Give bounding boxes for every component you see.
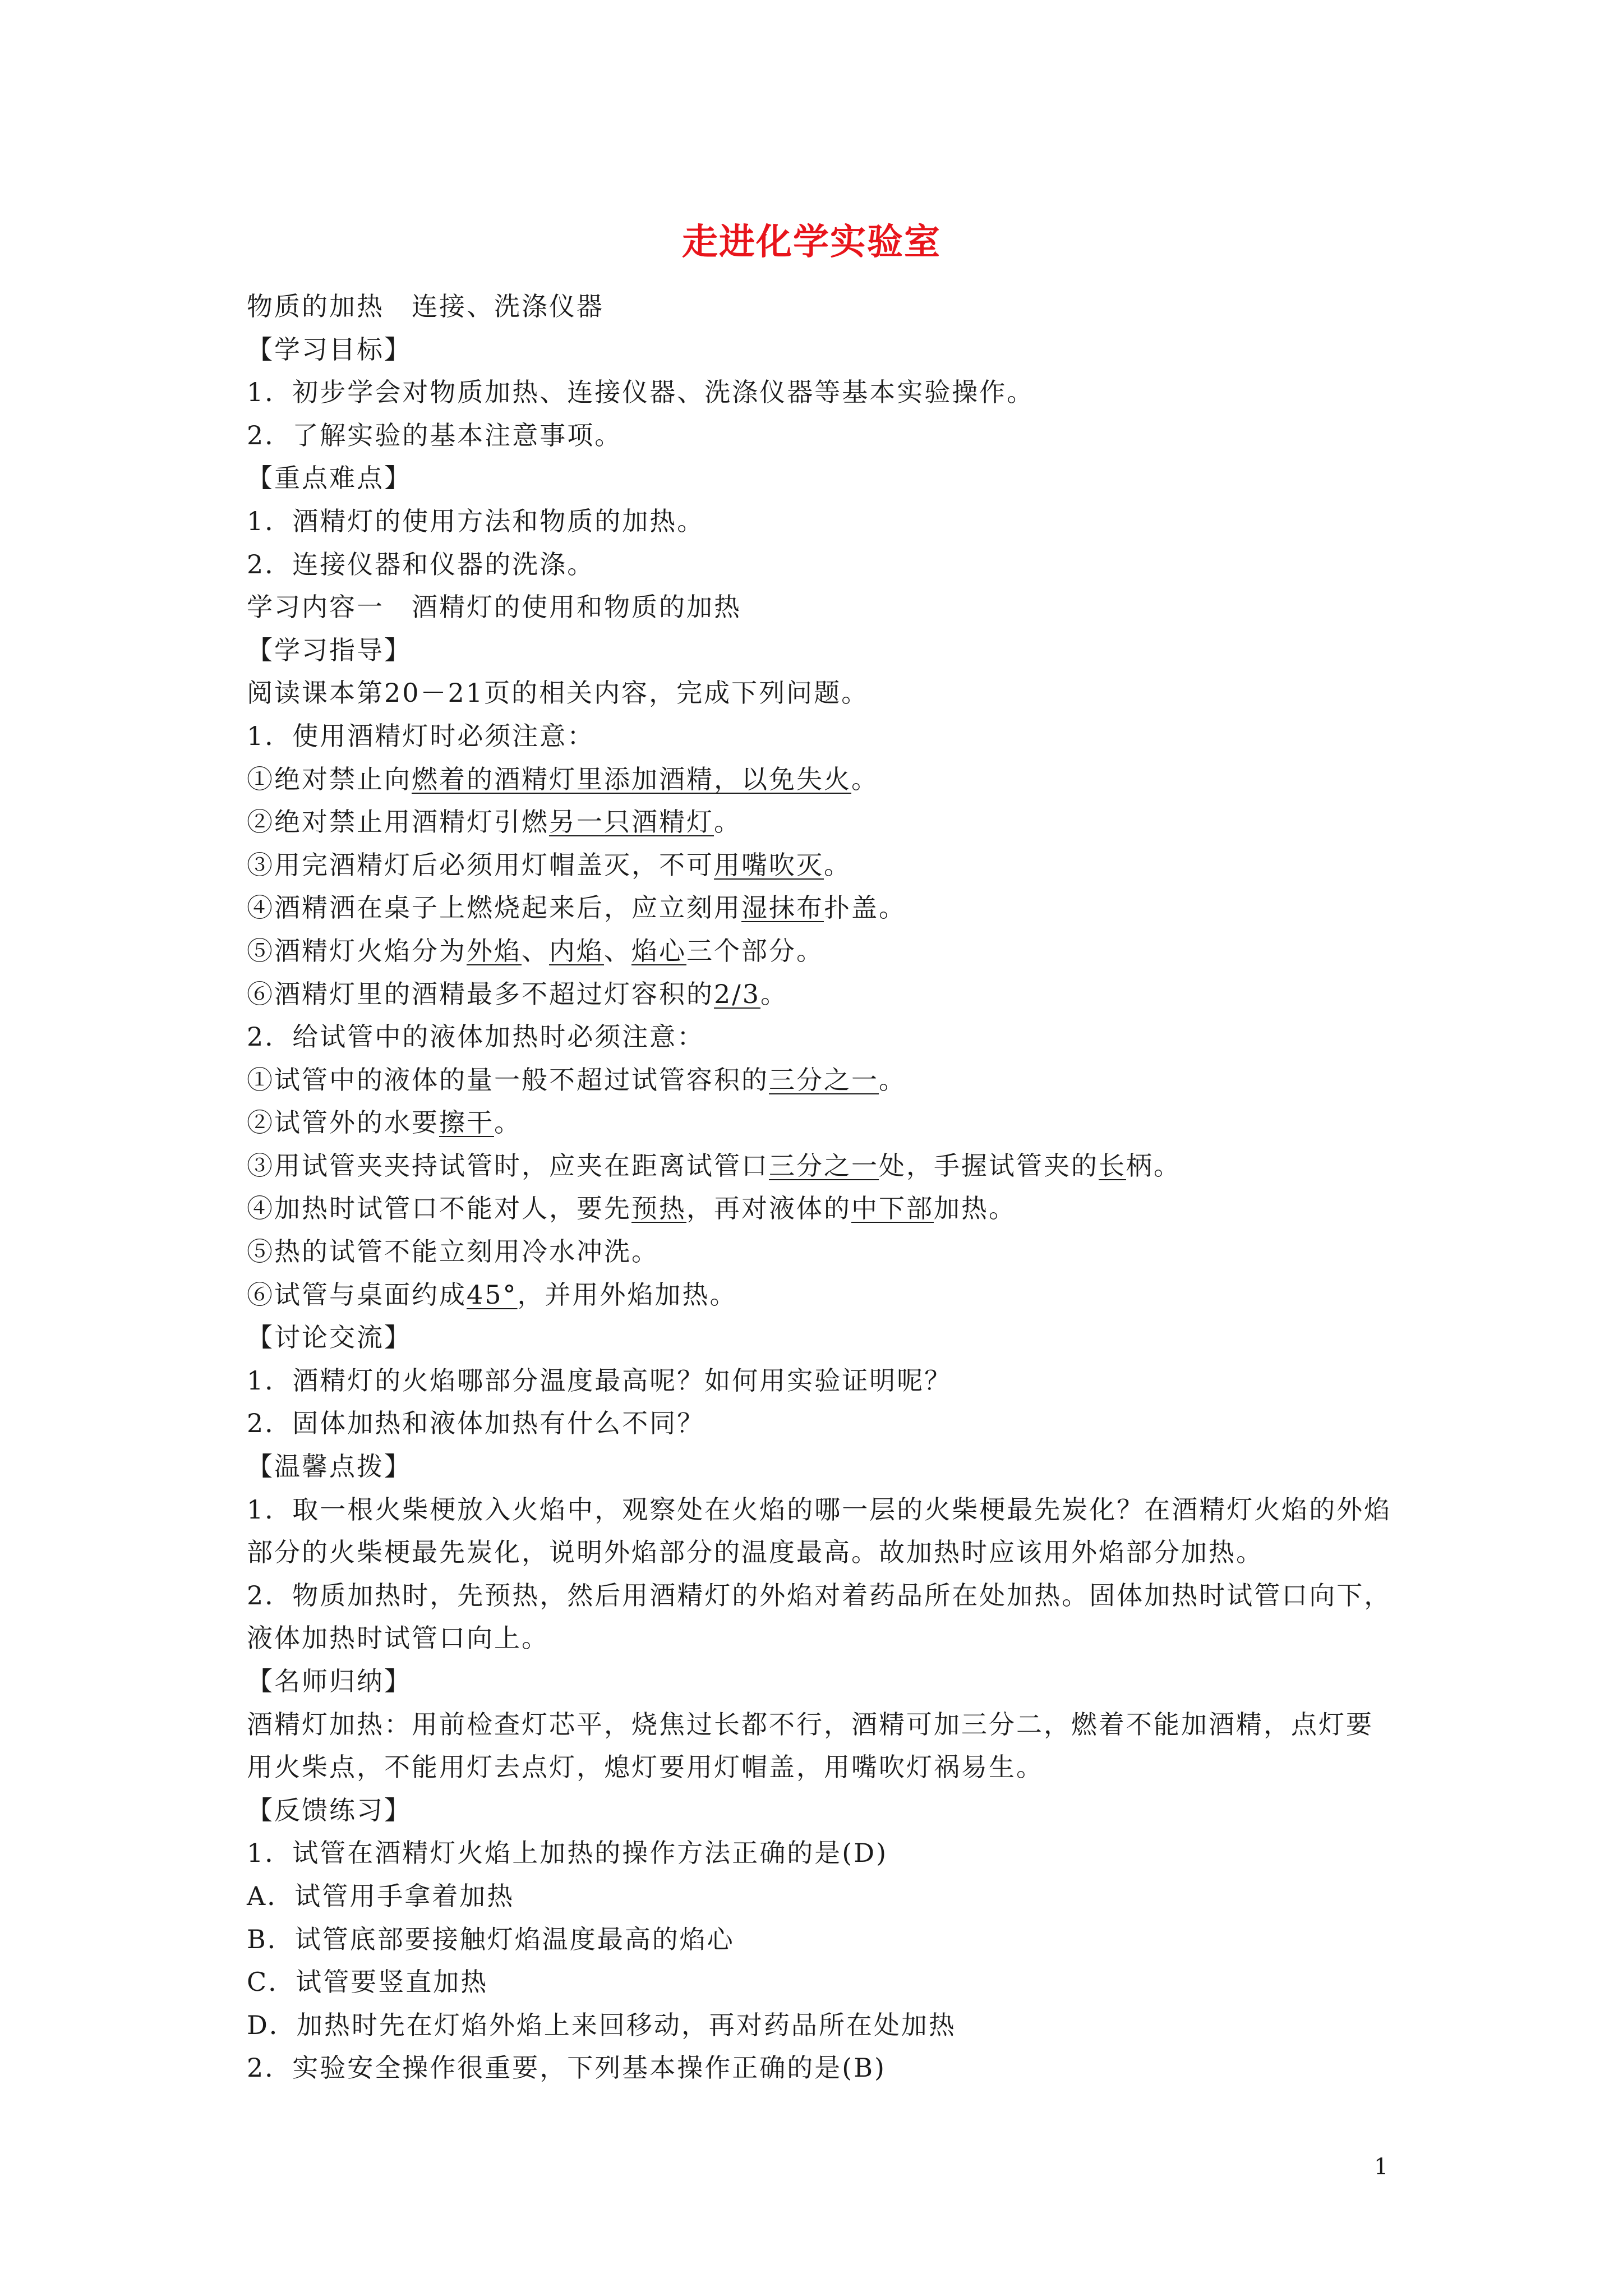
- tube-rule-4: ④加热时试管口不能对人，要先预热，再对液体的中下部加热。: [247, 1193, 1016, 1224]
- section-heading-tips: 【温馨点拨】: [247, 1451, 412, 1482]
- answer-fill: 三分之一: [769, 1150, 879, 1181]
- question-1: 1．试管在酒精灯火焰上加热的操作方法正确的是(D): [247, 1838, 888, 1869]
- page-number: 1: [1374, 2154, 1389, 2180]
- section-heading-key-points: 【重点难点】: [247, 463, 412, 494]
- question-1-option-d: D．加热时先在灯焰外焰上来回移动，再对药品所在处加热: [247, 2009, 956, 2040]
- answer-fill: 另一只酒精灯: [549, 807, 714, 838]
- answer-fill: 燃着的酒精灯里添加酒精，以免失火: [412, 763, 851, 794]
- key-item-2: 2．连接仪器和仪器的洗涤。: [247, 549, 595, 579]
- discussion-item-1: 1．酒精灯的火焰哪部分温度最高呢？如何用实验证明呢？: [247, 1365, 952, 1396]
- tube-rule-3: ③用试管夹夹持试管时，应夹在距离试管口三分之一处，手握试管夹的长柄。: [247, 1150, 1181, 1181]
- section-heading-practice: 【反馈练习】: [247, 1795, 412, 1825]
- section-heading-goals: 【学习目标】: [247, 334, 412, 365]
- content-heading-1: 学习内容一 酒精灯的使用和物质的加热: [247, 592, 741, 623]
- document-body: [247, 285, 1396, 2090]
- lamp-rule-6: ⑥酒精灯里的酒精最多不超过灯容积的2/3。: [247, 978, 789, 1009]
- subtitle: 物质的加热 连接、洗涤仪器: [247, 291, 604, 321]
- discussion-item-2: 2．固体加热和液体加热有什么不同？: [247, 1408, 705, 1439]
- page-title: 走进化学实验室: [682, 222, 941, 263]
- lamp-rules-heading: 1．使用酒精灯时必须注意：: [247, 720, 595, 751]
- lamp-rule-3: ③用完酒精灯后必须用灯帽盖灭，不可用嘴吹灭。: [247, 849, 851, 880]
- tube-rule-2: ②试管外的水要擦干。: [247, 1107, 522, 1138]
- tube-rules-heading: 2．给试管中的液体加热时必须注意：: [247, 1022, 705, 1052]
- question-2: 2．实验安全操作很重要，下列基本操作正确的是(B): [247, 2053, 886, 2083]
- answer-fill: 45°: [467, 1279, 518, 1310]
- answer-fill: 擦干: [439, 1107, 494, 1138]
- tips-item-2: 2．物质加热时，先预热，然后用酒精灯的外焰对着药品所在处加热。固体加热时试管口向下，液体加热时试管口向上。: [247, 1580, 1392, 1654]
- summary-text: 酒精灯加热：用前检查灯芯平，烧焦过长都不行，酒精可加三分二，燃着不能加酒精，点灯要用火柴点，不能用灯去点灯，熄灯要用灯帽盖，用嘴吹灯祸易生。: [247, 1709, 1373, 1783]
- question-1-option-c: C．试管要竖直加热: [247, 1967, 488, 1998]
- answer-fill: 外焰: [467, 935, 522, 966]
- question-1-option-b: B．试管底部要接触灯焰温度最高的焰心: [247, 1924, 735, 1954]
- answer-fill: 用嘴吹灭: [714, 849, 824, 880]
- lamp-rule-4: ④酒精洒在桌子上燃烧起来后，应立刻用湿抹布扑盖。: [247, 892, 906, 923]
- answer-fill: 中下部: [851, 1193, 934, 1224]
- answer-fill: 三分之一: [769, 1064, 879, 1095]
- section-heading-guide: 【学习指导】: [247, 634, 412, 665]
- tube-rule-1: ①试管中的液体的量一般不超过试管容积的三分之一。: [247, 1064, 906, 1095]
- section-heading-summary: 【名师归纳】: [247, 1666, 412, 1696]
- answer-fill: 长: [1099, 1150, 1126, 1181]
- section-heading-discussion: 【讨论交流】: [247, 1322, 412, 1353]
- tips-item-1: 1．取一根火柴梗放入火焰中，观察处在火焰的哪一层的火柴梗最先炭化？在酒精灯火焰的外焰部分的火柴梗最先炭化，说明外焰部分的温度最高。故加热时应该用外焰部分加热。: [247, 1494, 1392, 1568]
- tube-rule-5: ⑤热的试管不能立刻用冷水冲洗。: [247, 1236, 659, 1267]
- goal-item-2: 2．了解实验的基本注意事项。: [247, 420, 623, 450]
- key-item-1: 1．酒精灯的使用方法和物质的加热。: [247, 505, 705, 536]
- answer-fill: 焰心: [631, 935, 686, 966]
- lamp-rule-2: ②绝对禁止用酒精灯引燃另一只酒精灯。: [247, 807, 741, 838]
- tube-rule-6: ⑥试管与桌面约成45°，并用外焰加热。: [247, 1279, 737, 1310]
- lamp-rule-5: ⑤酒精灯火焰分为外焰、内焰、焰心三个部分。: [247, 935, 824, 966]
- answer-fill: 湿抹布: [741, 892, 824, 923]
- goal-item-1: 1．初步学会对物质加热、连接仪器、洗涤仪器等基本实验操作。: [247, 377, 1035, 408]
- answer-fill: 预热: [631, 1193, 686, 1224]
- answer-fill: 2/3: [714, 978, 761, 1009]
- question-1-option-a: A．试管用手拿着加热: [247, 1880, 515, 1911]
- lamp-rule-1: ①绝对禁止向燃着的酒精灯里添加酒精，以免失火。: [247, 763, 879, 794]
- answer-fill: 内焰: [549, 935, 604, 966]
- guide-intro: 阅读课本第20－21页的相关内容，完成下列问题。: [247, 678, 869, 708]
